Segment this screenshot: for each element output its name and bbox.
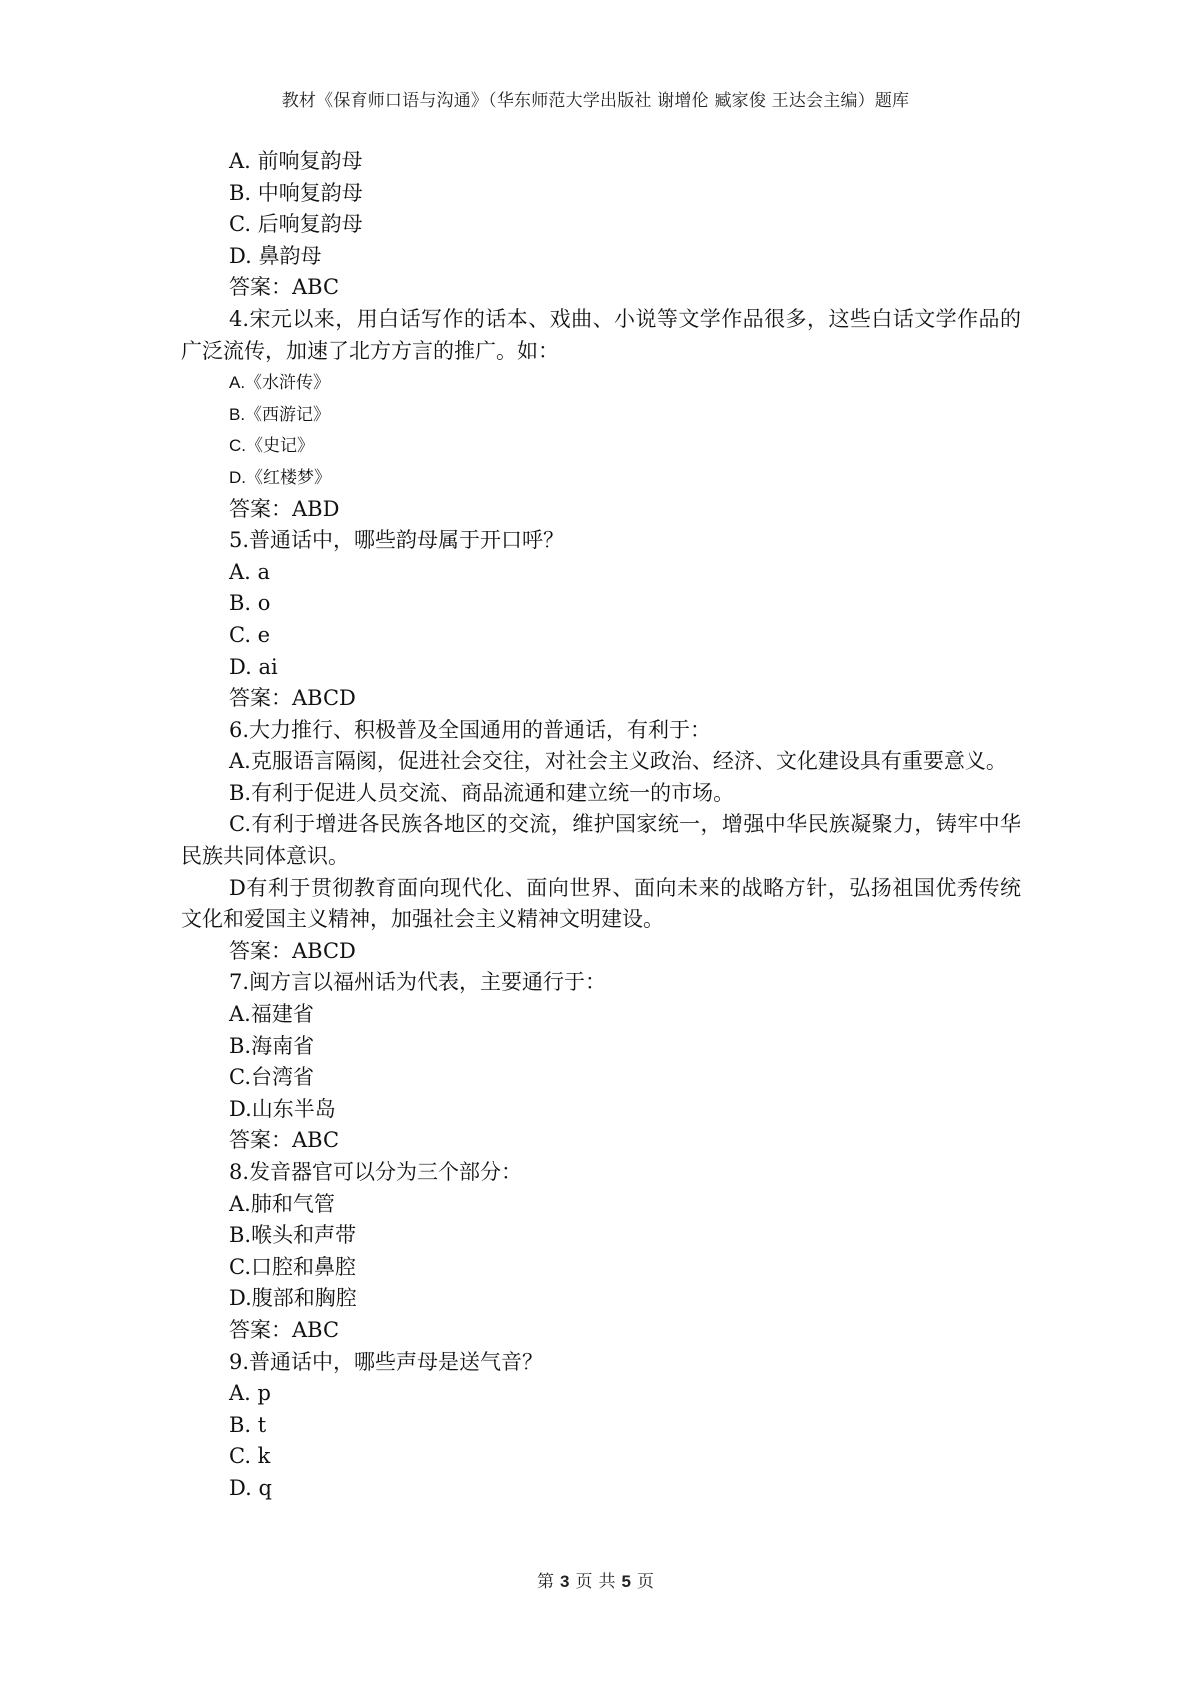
current-page-number: 3 [560, 1572, 570, 1591]
option-a: A.福建省 [229, 1002, 314, 1027]
answer: 答案：ABCD [229, 686, 356, 711]
answer: 答案：ABC [229, 1128, 340, 1153]
answer: 答案：ABC [229, 275, 340, 300]
question-7-stem: 7.闽方言以福州话为代表，主要通行于： [229, 970, 607, 995]
answer: 答案：ABCD [229, 938, 356, 963]
option-a: A. p [229, 1381, 271, 1406]
page-header: 教材《保育师口语与沟通》（华东师范大学出版社 谢增伦 臧家俊 王达会主编）题库 [281, 91, 910, 111]
option-c: C.台湾省 [229, 1065, 314, 1090]
option-d: D. 鼻韵母 [229, 243, 322, 268]
option-b: B.《西游记》 [229, 404, 331, 424]
option-b: B.有利于促进人员交流、商品流通和建立统一的市场。 [229, 780, 735, 805]
option-d: D有利于贯彻教育面向现代化、面向世界、面向未来的战略方针，弘扬祖国优秀传统文化和爱国主义精神，加强社会主义精神文明建设。 [181, 875, 1021, 932]
option-b: B. t [229, 1412, 267, 1437]
answer: 答案：ABC [229, 1317, 340, 1342]
option-b: B.喉头和声带 [229, 1223, 357, 1248]
option-b: B.海南省 [229, 1033, 315, 1058]
option-c: C.有利于增进各民族各地区的交流，维护国家统一，增强中华民族凝聚力，铸牢中华民族共同体意识。 [181, 812, 1021, 869]
option-d: D.《红楼梦》 [229, 467, 331, 487]
question-5-stem: 5.普通话中，哪些韵母属于开口呼？ [229, 528, 565, 553]
footer-page-word: 页 [575, 1572, 593, 1592]
footer-total-word: 共 [598, 1572, 616, 1592]
option-c: C. e [229, 622, 271, 647]
option-c: C.口腔和鼻腔 [229, 1254, 356, 1279]
question-9-stem: 9.普通话中，哪些声母是送气音？ [229, 1349, 544, 1374]
option-a: A.克服语言隔阂，促进社会交往，对社会主义政治、经济、文化建设具有重要意义。 [229, 749, 1007, 774]
footer-suffix: 页 [636, 1572, 654, 1592]
question-6-stem: 6.大力推行、积极普及全国通用的普通话，有利于： [229, 717, 712, 742]
option-a: A.《水浒传》 [229, 373, 331, 393]
option-b: B. o [229, 591, 271, 616]
option-d: D. q [229, 1475, 272, 1500]
option-d: D.山东半岛 [229, 1096, 336, 1121]
question-8-stem: 8.发音器官可以分为三个部分： [229, 1160, 523, 1184]
question-4-stem: 4.宋元以来，用白话写作的话本、戏曲、小说等文学作品很多，这些白话文学作品的广泛流传，加速了北方方言的推广。如： [181, 306, 1021, 363]
option-c: C. 后响复韵母 [229, 212, 363, 237]
option-c: C.《史记》 [229, 436, 314, 456]
question-bank-content [181, 146, 1021, 1505]
option-b: B. 中响复韵母 [229, 180, 363, 205]
answer: 答案：ABD [229, 496, 340, 521]
page-footer [0, 1567, 1191, 1592]
option-c: C. k [229, 1444, 271, 1469]
footer-prefix: 第 [537, 1572, 555, 1592]
option-a: A. a [229, 559, 271, 584]
total-page-number: 5 [621, 1572, 631, 1591]
option-d: D.腹部和胸腔 [229, 1286, 357, 1311]
option-a: A.肺和气管 [229, 1191, 335, 1216]
option-a: A. 前响复韵母 [229, 149, 363, 173]
option-d: D. ai [229, 654, 278, 679]
